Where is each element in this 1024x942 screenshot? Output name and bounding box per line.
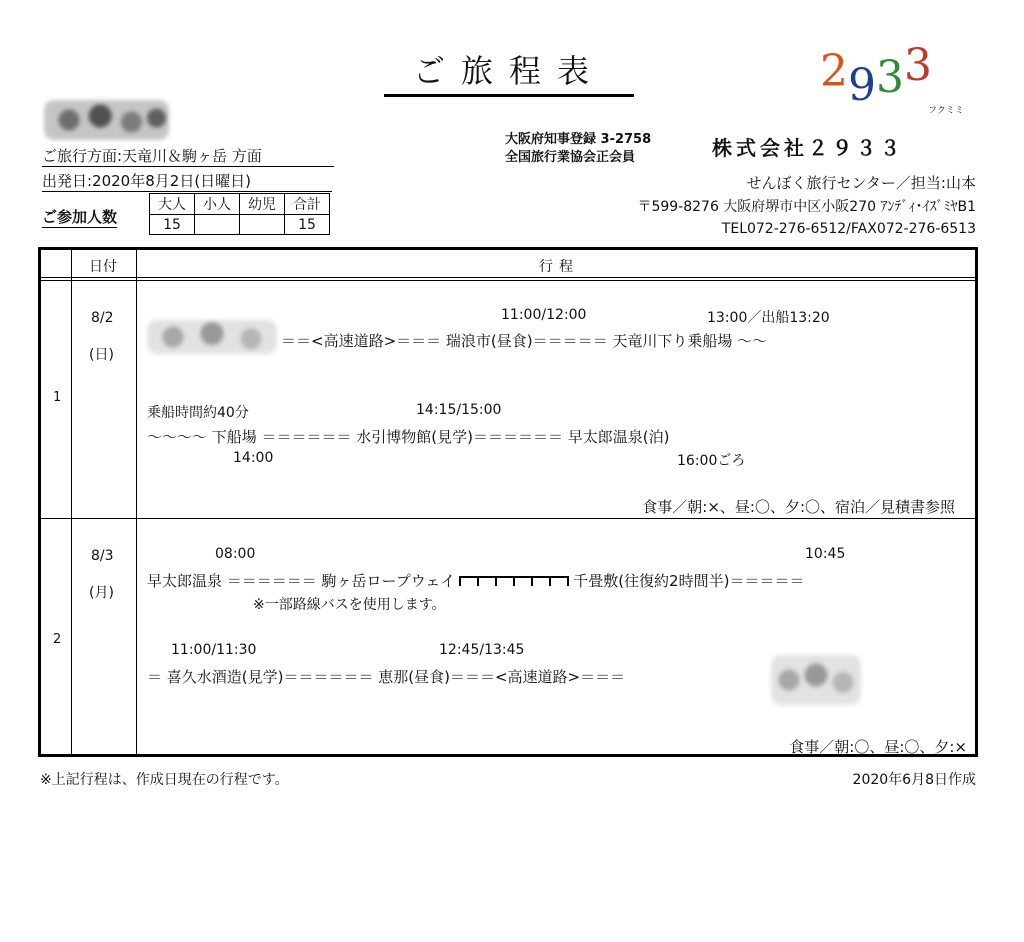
day2-time-lunch: 12:45/13:45 [439, 642, 525, 658]
pax-value-total: 15 [285, 215, 330, 235]
logo-digit: 3 [876, 52, 904, 103]
day1-time-museum: 14:15/15:00 [416, 402, 502, 418]
pax-header-total: 合計 [285, 194, 330, 215]
header-date: 日付 [89, 259, 117, 275]
day1-number: 1 [53, 390, 62, 405]
day2-route-line2: ＝ 喜久水酒造(見学)＝＝＝＝＝＝ 恵那(昼食)＝＝＝<高速道路>＝＝＝ [147, 668, 626, 686]
day1-route-line1: ＝＝<高速道路>＝＝＝ 瑞浪市(昼食)＝＝＝＝＝ 天竜川下り乗船場 ～～ [281, 332, 768, 350]
redacted-destination [771, 655, 861, 705]
day2-weekday: (月) [89, 585, 114, 601]
day1-time-lunch: 11:00/12:00 [501, 307, 587, 323]
ropeway-line-icon [459, 576, 569, 588]
created-date: 2020年6月8日作成 [852, 772, 976, 788]
pax-header-infant: 幼児 [240, 194, 285, 215]
association-member: 全国旅行業協会正会員 [505, 150, 636, 165]
day2-time-depart: 08:00 [215, 546, 256, 562]
day2-time-senjojiki: 10:45 [805, 546, 846, 562]
logo-kana: フクミミ [928, 106, 964, 116]
day1-date: 8/2 [91, 310, 114, 326]
company-address: 〒599-8276 大阪府堺市中区小阪270 ｱﾝﾃﾞｨ･ｲｽﾞﾐﾔB1 [637, 199, 976, 215]
header-itinerary: 行程 [539, 259, 579, 275]
pax-value-infant [240, 215, 285, 235]
logo-digit: 9 [848, 60, 876, 111]
day1-weekday: (日) [89, 347, 114, 363]
pax-value-child [195, 215, 240, 235]
day1-time-arrival: 16:00ごろ [677, 453, 746, 469]
day1-time-boarding: 13:00／出船13:20 [707, 310, 830, 326]
company-department: せんぼく旅行センター／担当:山本 [746, 174, 976, 192]
pax-value-adult: 15 [150, 215, 195, 235]
page-title: ご旅程表 [384, 46, 634, 97]
day2-number: 2 [53, 632, 62, 647]
redacted-origin [147, 320, 277, 354]
day1-time-disembark: 14:00 [233, 450, 274, 466]
pax-label: ご参加人数 [42, 208, 118, 226]
departure-date-text: 出発日:2020年8月2日(日曜日) [42, 170, 332, 192]
footer-note: ※上記行程は、作成日現在の行程です。 [40, 772, 289, 788]
day2-meals: 食事／朝:〇、昼:〇、夕:× [789, 738, 967, 756]
day2-route-line1 [147, 570, 804, 591]
company-logo [820, 40, 932, 111]
day2-route-line1-part2: 千畳敷(往復約2時間半)＝＝＝＝＝ [573, 572, 805, 590]
logo-digit: 3 [904, 40, 932, 91]
logo-digit: 2 [820, 46, 848, 97]
company-tel-fax: TEL072-276-6512/FAX072-276-6513 [721, 221, 976, 237]
pax-header-adult: 大人 [150, 194, 195, 215]
registration-number: 大阪府知事登録 3-2758 [505, 132, 652, 147]
day1-meals: 食事／朝:×、昼:〇、夕:〇、宿泊／見積書参照 [642, 498, 955, 516]
day2-date: 8/3 [91, 548, 114, 564]
day1-route-line2: ～～～～ 下船場 ＝＝＝＝＝＝ 水引博物館(見学)＝＝＝＝＝＝ 早太郎温泉(泊) [147, 428, 670, 446]
day2-time-brewery: 11:00/11:30 [171, 642, 257, 658]
pax-table [149, 193, 330, 235]
itinerary-table [38, 247, 978, 757]
day1-boat-note: 乗船時間約40分 [147, 405, 249, 421]
day2-route-line1-part1: 早太郎温泉 ＝＝＝＝＝＝ 駒ヶ岳ロープウェイ [147, 572, 456, 590]
pax-header-child: 小人 [195, 194, 240, 215]
company-name: 株式会社２９３３ [712, 136, 904, 160]
redacted-customer-name [44, 100, 169, 140]
destination-text: ご旅行方面:天竜川＆駒ヶ岳 方面 [42, 145, 334, 167]
day2-bus-note: ※一部路線バスを使用します。 [253, 597, 446, 613]
